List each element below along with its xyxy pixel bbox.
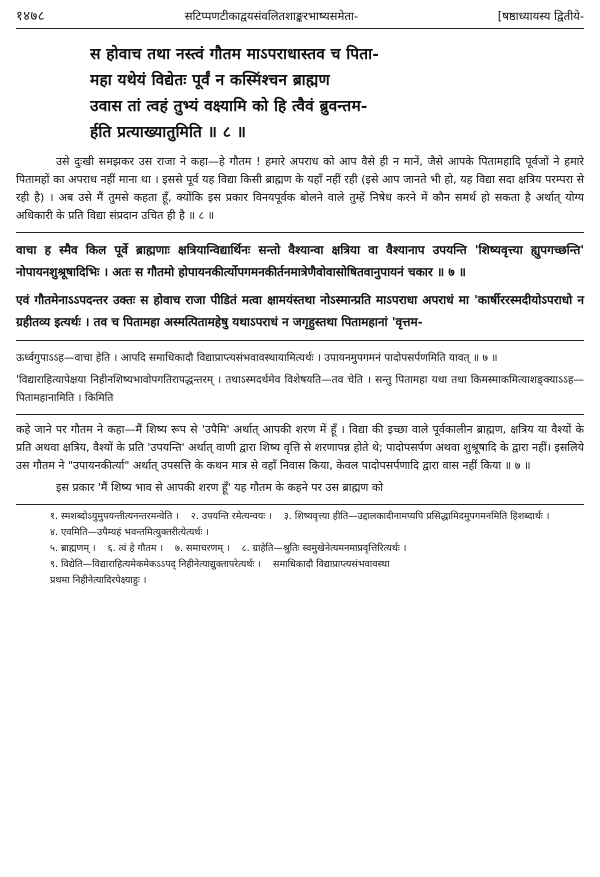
bhashya-paragraph: वाचा ह स्मैव किल पूर्वे ब्राह्मणाः क्षत्रियान्विद्यार्थिनः सन्तो वैश्यान्वा क्षत्रिया वा वैश्यानाप उपयन्ति 'शिष्यवृत्त्या ह्युपगच्छन्ति' नोपायनशुश्रूषादिभिः । अतः स गौतमो होपायनकीर्त्योपगमनकीर्तनमात्रेणैवोवासोषितवानुपायनं चकार ॥ ७ ॥ (16, 243, 584, 279)
hindi-explanation (16, 421, 584, 497)
footnotes (16, 509, 584, 589)
mantra-line: स होवाच तथा नस्त्वं गौतम माऽपराधास्तव च पिता- (90, 44, 379, 63)
bhashya-paragraph: एवं गौतमेनाऽऽपदन्तर उक्तः स होवाच राजा पीडितं मत्वा क्षामयंस्तथा नोऽस्मान्प्रति माऽपराधा अपराधं मा 'कार्षीररस्मदीयोऽपराधो न ग्रहीतव्य इत्यर्थः । तव च पितामहा अस्मत्पितामहेषु यथाऽपराधं न जगृहुस्तथा पितामहानां 'वृत्तम- (16, 293, 584, 329)
footnote: ४. एवमिति—उपैम्यहं भवन्तमित्युक्तरीत्येत्यर्थः । (50, 527, 209, 538)
mantra-line: महा यथेयं विद्येतः पूर्वं न कस्मिंश्चन ब्राह्मण (90, 70, 330, 89)
explanation-paragraph: कहे जाने पर गौतम ने कहा—मैं शिष्य रूप से 'उपैमि' अर्थात् आपकी शरण में हूँ । विद्या की इच्छा वाले पूर्वकालीन ब्राह्मण, क्षत्रिय या वैश्यों के प्रति अथवा क्षत्रिय, वैश्यों के प्रति 'उपयन्ति' अर्थात् वाणी द्वारा शिष्य वृत्ति से शरणापन्न होते थे; पादोपसर्पण अथवा शुश्रूषादि के द्वारा नहीं। इसलिये उस गौतम ने "उपायनकीर्त्या" अर्थात् उपसत्ति के कथन मात्र से वहाँ निवास किया, केवल पादोपसर्पणादि द्वारा वास नहीं किया ॥ ७ ॥ (16, 423, 584, 472)
footnote: १. स्मशब्दोऽयुमुपयन्तीत्यनन्तरमन्वेति । (50, 511, 179, 522)
footnote: समाधिकादौ विद्याप्राप्त्यसंभवावस्था (273, 559, 390, 570)
bhashya-commentary (16, 239, 584, 333)
footnote: ८. ग्राहेति—श्रुतिः स्वमुखेनेत्यमनमाप्रवृत्तिरित्यर्थः । (241, 543, 407, 554)
page-number: १४७८ (16, 9, 46, 24)
footnote: ६. त्वं हे गौतम । (107, 543, 164, 554)
footnote: ७. समाचरणम् । (175, 543, 230, 554)
tika-paragraph: ऊर्ध्वगुपाऽऽह—वाचा हेति । आपदि समाधिकादौ विद्याप्राप्त्यसंभवावस्थायामित्यर्थः । उपायनमुपगमनं पादोपसर्पणमिति यावत् ॥ ७ ॥ (16, 352, 498, 364)
footnote-row (16, 557, 584, 573)
mantra-verse (16, 29, 584, 145)
section-divider (16, 232, 584, 233)
footnote: प्रथमा निहीनेत्यादिरपेक्ष्याहुः । (50, 575, 147, 586)
footnote: ५. ब्राह्मणम् । (50, 543, 96, 554)
explanation-paragraph: इस प्रकार 'मैं शिष्य भाव से आपकी शरण हूँ' यह गौतम के कहने पर उस ब्राह्मण को (56, 481, 384, 494)
footnote: ३. शिष्यवृत्त्या हीति—उद्दालकादीनामप्यपि प्रसिद्धामिदमुपगमनमिति हिशब्दार्थः । (283, 511, 550, 522)
footnote: २. उपयन्ति रमेत्यन्वयः । (190, 511, 272, 522)
running-title: सटिप्पणटीकाद्वयसंवलितशाङ्करभाष्यसमेता- (184, 9, 358, 23)
mantra-line: उवास तां त्वहं तुभ्यं वक्ष्यामि को हि त्वैवं ब्रुवन्तम- (90, 96, 368, 115)
section-label: [षष्ठाध्यायस्य द्वितीये- (497, 9, 584, 23)
tika-commentary (16, 349, 584, 407)
section-divider (16, 414, 584, 415)
hindi-translation (16, 153, 584, 225)
translation-paragraph: उसे दुःखी समझकर उस राजा ने कहा—हे गौतम ! हमारे अपराध को आप वैसे ही न मानें, जैसे आपके पितामहादि पूर्वजों ने हमारे पितामहों का अपराध नहीं माना था । इससे पूर्व यह विद्या किसी ब्राह्मण के यहाँ नहीं रही (इसे आप जानते भी हो, यह विद्या सदा क्षत्रिय परम्परा से रही है) । अब उसे मैं तुमसे कहता हूँ, क्योंकि इस प्रकार विनयपूर्वक बोलने वाले तुम्हें निषेध करने में कौन समर्थ हो सकता है अर्थात् योग्य अधिकारी के प्रति विद्या संप्रदान उचित ही है ॥ ८ ॥ (16, 155, 584, 222)
footnote-row (16, 573, 584, 589)
footnote-divider (16, 504, 584, 505)
page-header (16, 8, 584, 29)
mantra-line: र्हति प्रत्याख्यातुमिति ॥ ८ ॥ (90, 122, 247, 141)
section-divider (16, 340, 584, 341)
tika-paragraph: 'विद्याराहित्यापेक्षया निहीनशिष्यभावोपगतिरापद्धन्तरम् । तथाऽस्मदर्थमेव विशेषयति—तव चेति । सन्तु पितामहा यथा तथा किमस्माकमित्याशङ्क्याऽऽह—पितामहानामिति । किमिति (16, 374, 584, 404)
footnote: ९. विद्येति—विद्याराहित्यमेकमेकऽऽपद् निहीनेत्याद्युक्तापरेत्यर्थः । (50, 559, 262, 570)
footnote-row (16, 509, 584, 525)
footnote-row (16, 525, 584, 541)
footnote-row (16, 541, 584, 557)
